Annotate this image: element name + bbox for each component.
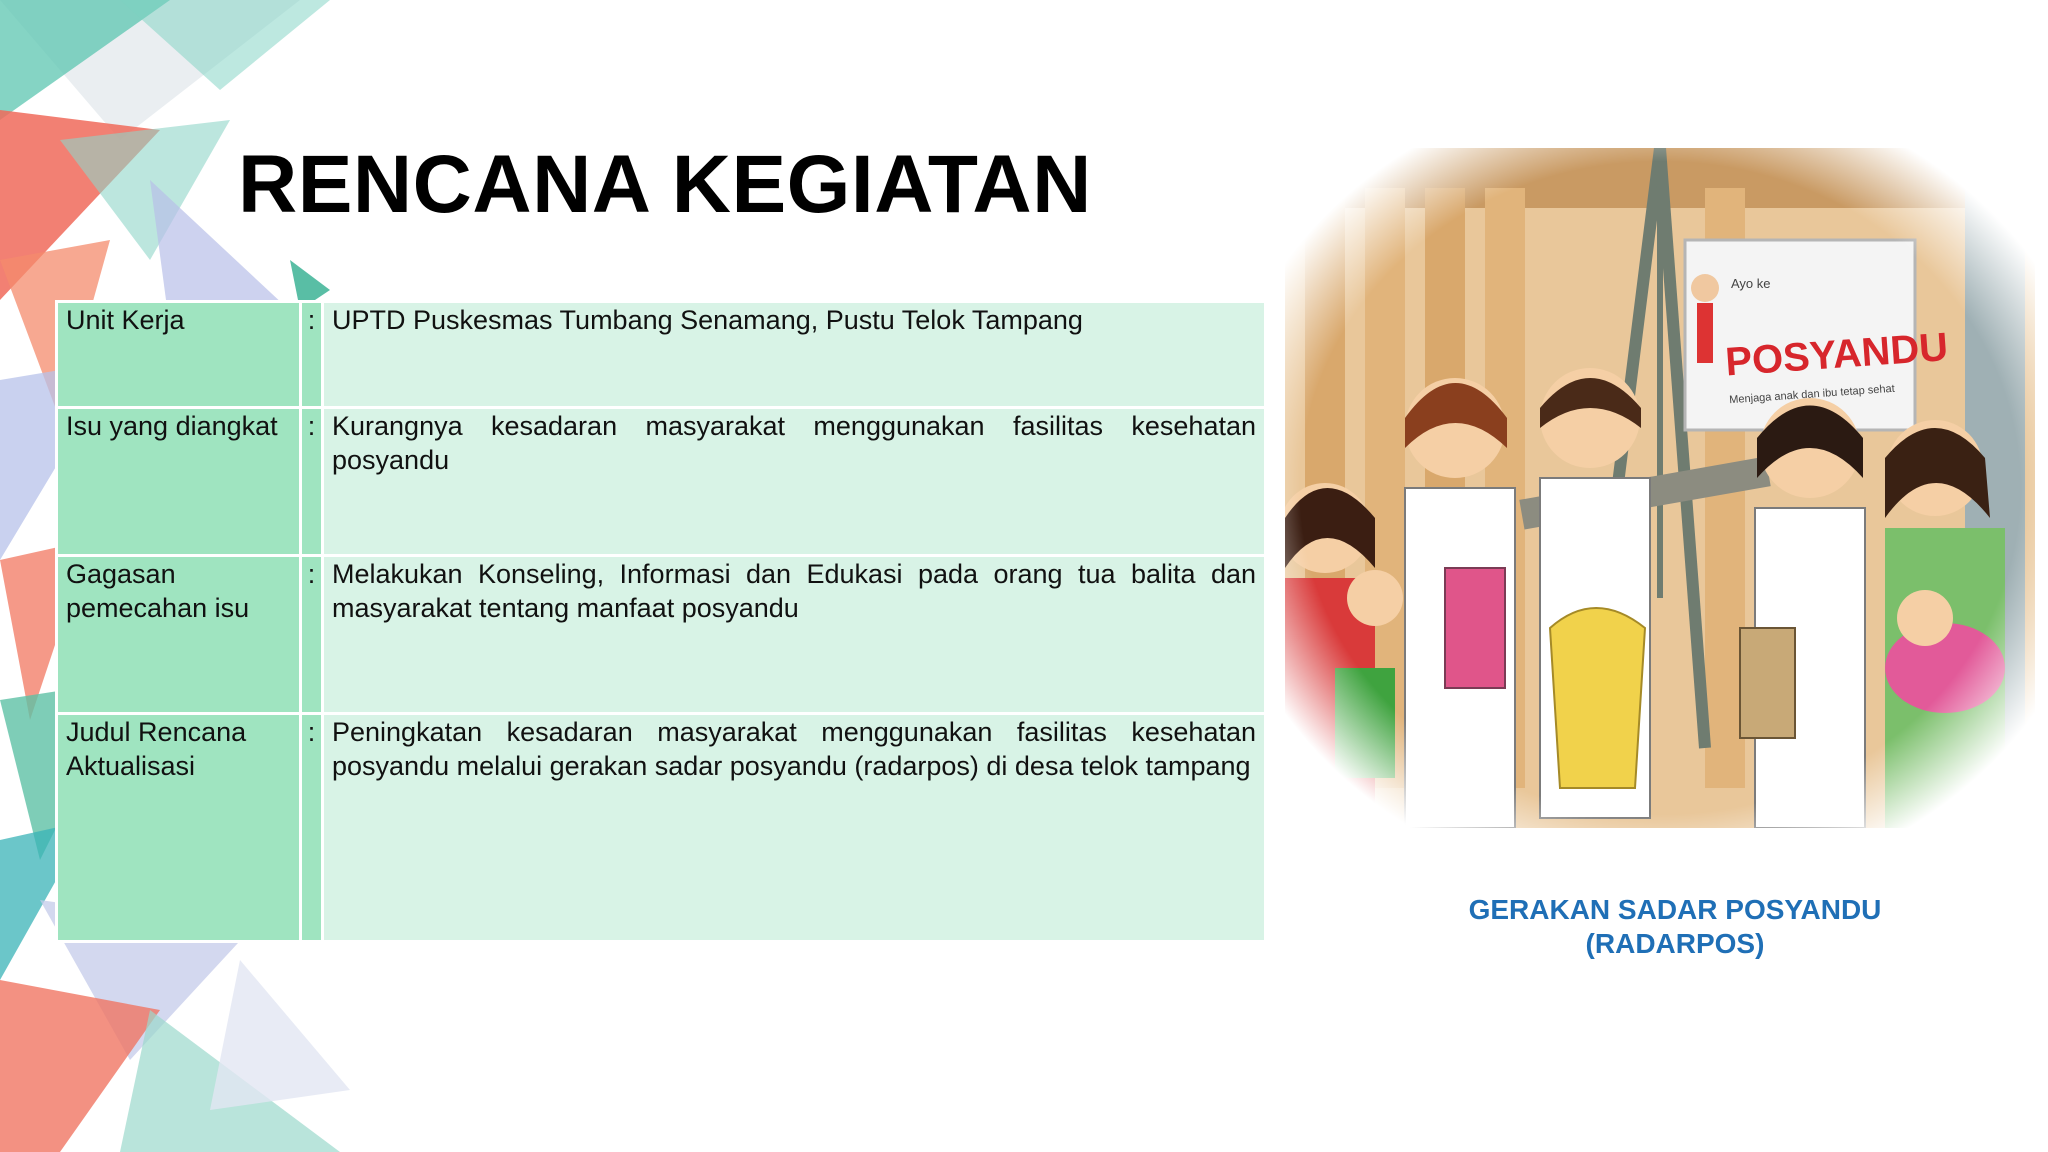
page-title: RENCANA KEGIATAN [238,139,1092,230]
row-label: Judul Rencana Aktualisasi [57,714,301,942]
table-row [57,714,1266,942]
row-label: Isu yang diangkat [57,408,301,556]
posyandu-illustration [1285,148,2035,828]
table-row [57,408,1266,556]
table-row [57,302,1266,408]
row-value: Kurangnya kesadaran masyarakat menggunakan fasilitas kesehatan posyandu [323,408,1266,556]
illustration-caption [1400,893,1950,961]
row-separator: : [301,714,323,942]
row-label: Gagasan pemecahan isu [57,556,301,714]
row-label: Unit Kerja [57,302,301,408]
row-value: UPTD Puskesmas Tumbang Senamang, Pustu Telok Tampang [323,302,1266,408]
row-separator: : [301,302,323,408]
row-value: Peningkatan kesadaran masyarakat menggunakan fasilitas kesehatan posyandu melalui gerakan sadar posyandu (radarpos) di desa telok tampang [323,714,1266,942]
table-row [57,556,1266,714]
row-value: Melakukan Konseling, Informasi dan Edukasi pada orang tua balita dan masyarakat tentang manfaat posyandu [323,556,1266,714]
activity-plan-table [55,300,1267,943]
caption-line-1: GERAKAN SADAR POSYANDU [1468,894,1882,925]
row-separator: : [301,408,323,556]
caption-line-2: (RADARPOS) [1585,928,1765,959]
row-separator: : [301,556,323,714]
